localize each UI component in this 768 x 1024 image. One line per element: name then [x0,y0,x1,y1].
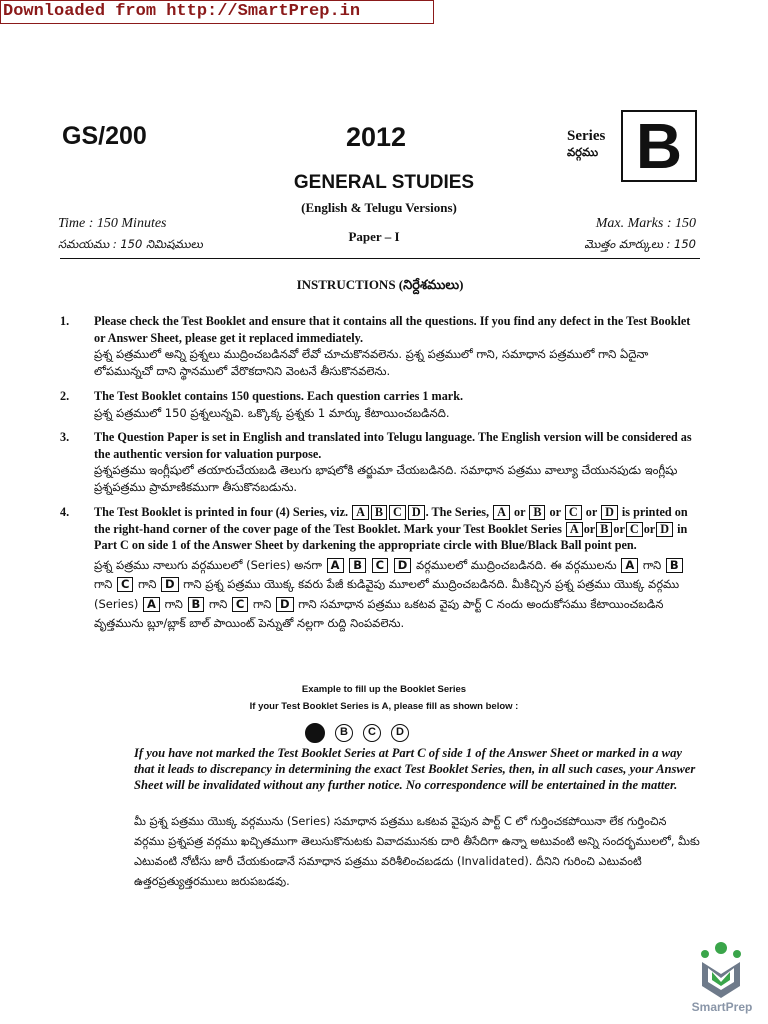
or-word: or [513,505,526,519]
exam-year: 2012 [346,122,407,152]
item-number: 3. [60,430,70,444]
series-box-c: C [117,577,133,592]
marks-te: మొత్తం మార్కులు : 150 [584,237,696,251]
item4-en-part-a: The Test Booklet is printed in four (4) Series, viz. [94,505,349,519]
series-box-a: A [327,558,344,573]
series-box-a: A [493,505,510,520]
series-label-en: Series [567,128,606,144]
gani-word: గాని [94,577,113,591]
gani-word: గాని [253,596,272,611]
or-word: or [643,521,656,536]
item4-te-part-c: గాని ప్రశ్న పత్రము యొక్క కవరు పేజీ కుడివైపు మూలలో ముద్రించబడినది. మీకిచ్చిన ప్రశ్న పత్రము యొక్క వర్గము (Series) [94,577,680,611]
warning-text-en: If you have not marked the Test Booklet Series at Part C of side 1 of the Answer Sheet or marked in a way that it leads to discrepancy in determining the exact Test Booklet Series, then, in all such cases, your Answer Sheet will be invalidated without any further notice. No correspondence will be entertained in the matter. [134,746,696,792]
smartprep-logo-text: SmartPrep [691,1000,753,1014]
instruction-item [60,388,700,421]
series-box-c: C [372,558,388,573]
instructions-heading: INSTRUCTIONS (నిర్దేశములు) [296,277,464,292]
gani-word: గాని [208,596,228,611]
paper-number: Paper – I [348,229,400,244]
or-word: or [613,521,625,536]
series-label-te: వర్గము [567,145,599,159]
series-box-d: D [276,597,294,612]
item-text-en: The Test Booklet contains 150 questions. Each question carries 1 mark. [94,389,464,403]
exam-code: GS/200 [62,122,147,150]
gani-word: గాని [164,596,183,611]
item4-te-part-b: వర్గములలో ముద్రించబడినది. ఈ వర్గములను [415,557,617,572]
series-box-b: B [529,505,545,520]
marks-info [584,213,696,255]
instruction-item [60,504,700,634]
time-en: Time : 150 Minutes [58,216,167,231]
or-word: or [583,521,596,536]
instruction-item [60,313,700,379]
series-box-b: B [666,558,683,573]
marks-en: Max. Marks : 150 [595,216,696,231]
instruction-item [60,429,700,495]
series-box-d: D [394,558,412,573]
page-title: GENERAL STUDIES [293,172,475,193]
item4-te-part-d: గాని సమాధాన పత్రము ఒకటవ వైపు పార్ట్ C నందు అందుకోసము కేటాయించబడిన వృత్తమును బ్లూ/బ్లాక్ బాల్ పాయింట్ పెన్నుతో నల్లగా రుద్ది నింపవలెను. [94,596,664,630]
series-box-c: C [626,522,643,537]
item-number: 1. [60,314,70,328]
example-instruction: If your Test Booklet Series is A, please fill as shown below : [249,701,519,712]
series-box-b: B [188,597,205,612]
bubble-c: C [363,724,381,742]
series-box-c: C [389,505,406,520]
item-text-te: ప్రశ్న పత్రములో అన్ని ప్రశ్నలు ముద్రించబడినవో లేవో చూచుకొనవలెను. ప్రశ్న పత్రములో గాని, సమాధాన పత్రములో గాని ఏదైనా లోపమున్నచో దాని స్థానములో వేరొకదానిని వెంటనే తీసుకొనవలెను. [94,347,649,378]
download-banner: Downloaded from http://SmartPrep.in [0,0,434,24]
series-box-d: D [601,505,618,520]
item4-en-part-c: is printed on the right-hand corner of the cover page of the Test Booklet. Mark your Test Booklet Series [94,505,688,536]
item4-en-part-d: in Part C on side 1 of the Answer Sheet by darkening the appropriate circle with Blue/Black Ball point pen. [94,521,688,552]
series-box-a: A [621,558,638,573]
series-box-a: A [352,505,369,520]
item4-te-part-a: ప్రశ్న పత్రము నాలుగు వర్గములలో (Series) అనగా [94,557,323,572]
item-number: 4. [60,505,70,519]
gani-word: గాని [138,577,157,591]
smartprep-logo-icon [696,940,746,1000]
item-text-en: Please check the Test Booklet and ensure that it contains all the questions. If you find any defect in the Test Booklet or Answer Sheet, please get it replaced immediately. [94,314,691,345]
series-box-d: D [656,522,673,537]
series-box-b: B [596,522,612,537]
item4-en-part-b: . The Series, [425,505,490,519]
series-box-d: D [161,577,179,592]
time-te: సమయము : 150 నిమిషములు [58,237,203,251]
item-text-te [94,556,700,634]
or-word: or [585,505,598,519]
item-text-en: The Question Paper is set in English and translated into Telugu language. The English version will be considered as the authentic version for valuation purpose. [94,430,692,461]
gani-word: గాని [642,557,662,572]
item-number: 2. [60,389,70,403]
or-word: or [549,505,561,519]
header-divider [60,258,700,259]
series-box-b: B [349,558,366,573]
series-box-b: B [371,505,387,520]
series-box-d: D [408,505,425,520]
series-box-c: C [565,505,582,520]
item-text-te: ప్రశ్నపత్రము ఇంగ్లీషులో తయారుచేయబడి తెలుగు భాషలోకి తర్జుమా చేయబడినది. సమాధాన పత్రము వాల్యూ చేయునపుడు ఇంగ్లీషు ప్రశ్నపత్రము ప్రామాణికముగా తీసుకొనబడును. [94,463,678,494]
page-subtitle: (English & Telugu Versions) [301,200,457,215]
series-letter-box: B [621,110,697,182]
series-label [567,128,605,160]
example-bubbles [305,722,409,744]
item-text-en [94,504,700,554]
time-info [58,213,203,255]
bubble-filled-a [305,723,325,743]
series-box-c: C [232,597,248,612]
item-text-te: ప్రశ్న పత్రములో 150 ప్రశ్నలున్నవి. ఒక్కొక్క ప్రశ్నకు 1 మార్కు కేటాయించబడినది. [94,405,450,420]
series-box-a: A [566,522,583,537]
warning-text-te: మీ ప్రశ్న పత్రము యొక్క వర్గమును (Series) సమాధాన పత్రము ఒకటవ వైపున పార్ట్ C లో గుర్తించకపోయినా లేక గుర్తించిన వర్గము ప్రశ్నపత్ర వర్గము ఖచ్చితముగా తెలుసుకొనుటకు వివాదమునకు దారి తీసేదిగా ఉన్నా అటువంటి అన్ని సందర్భములలో, మీకు ఎటువంటి నోటీసు జారీ చేయకుండానే సమాధాన పత్రము వరిశీలించబడదు (Invalidated). దీనిని గురించి ఎటువంటి ఉత్తరప్రత్యుత్తరములు జరుపబడవు. [134,815,700,888]
bubble-d: D [391,724,409,742]
bubble-b: B [335,724,353,742]
example-caption: Example to fill up the Booklet Series [301,684,467,695]
series-box-a: A [143,597,160,612]
